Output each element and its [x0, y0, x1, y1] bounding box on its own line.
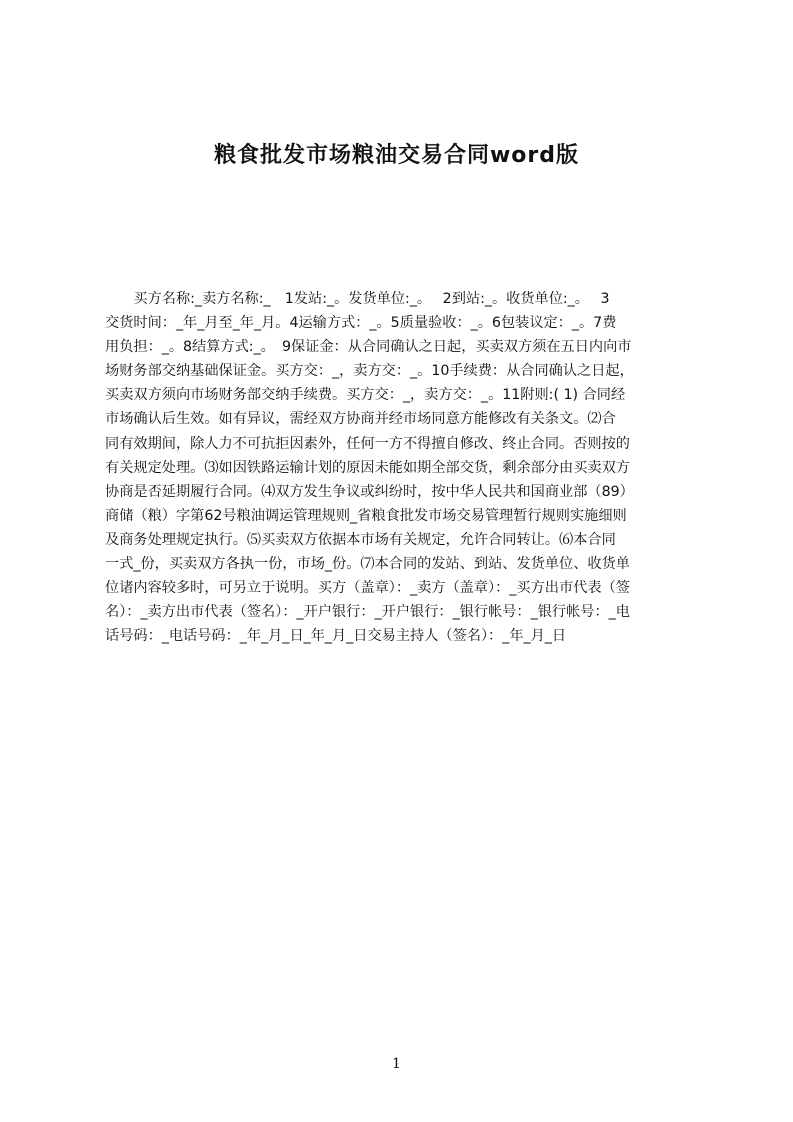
document-title: 粮食批发市场粮油交易合同word版 — [213, 143, 580, 168]
body-line: 交货时间：_年_月至_年_月。4运输方式：_。5质量验收：_。6包装议定：_。7费 — [105, 315, 617, 332]
body-line: 市场确认后生效。如有异议，需经双方协商并经市场同意方能修改有关条文。⑵合 — [105, 411, 616, 428]
body-line: 买方名称:_卖方名称:_ 1发站:_。发货单位:_。 2到站:_。收货单位:_。 3 — [105, 291, 610, 307]
body-line: 话号码：_电话号码：_年_月_日_年_月_日交易主持人（签名）：_年_月_日 — [105, 628, 567, 645]
body-line: 协商是否延期履行合同。⑷双方发生争议或纠纷时，按中华人民共和国商业部（89） — [105, 483, 634, 500]
contract-body — [105, 287, 697, 707]
body-line: 买卖双方须向市场财务部交纳手续费。买方交：_，卖方交：_。11附则:( 1) 合同经 — [105, 387, 626, 404]
body-line: 一式_份，买卖双方各执一份，市场_份。⑺本合同的发站、到站、发货单位、收货单 — [105, 556, 630, 573]
body-line: 商储（粮）字第62号粮油调运管理规则_省粮食批发市场交易管理暂行规则实施细则 — [105, 507, 627, 524]
body-line: 有关规定处理。⑶如因铁路运输计划的原因未能如期全部交货，剩余部分由买卖双方 — [105, 459, 630, 476]
body-line: 及商务处理规定执行。⑸买卖双方依据本市场有关规定，允许合同转让。⑹本合同 — [105, 531, 616, 548]
page-number: 1 — [392, 1056, 401, 1072]
body-line: 名）：_卖方出市代表（签名）：_开户银行：_开户银行：_银行帐号：_银行帐号：_电 — [105, 604, 630, 621]
body-line: 同有效期间，除人力不可抗拒因素外，任何一方不得擅自修改、终止合同。否则按的 — [105, 435, 630, 452]
body-line: 场财务部交纳基础保证金。买方交：_，卖方交：_。10手续费：从合同确认之日起， — [105, 363, 634, 380]
body-line: 用负担：_。8结算方式:_。 9保证金：从合同确认之日起，买卖双方须在五日内向市 — [105, 339, 632, 356]
body-line: 位诸内容较多时，可另立于说明。买方（盖章）：_卖方（盖章）：_买方出市代表（签 — [105, 580, 630, 597]
